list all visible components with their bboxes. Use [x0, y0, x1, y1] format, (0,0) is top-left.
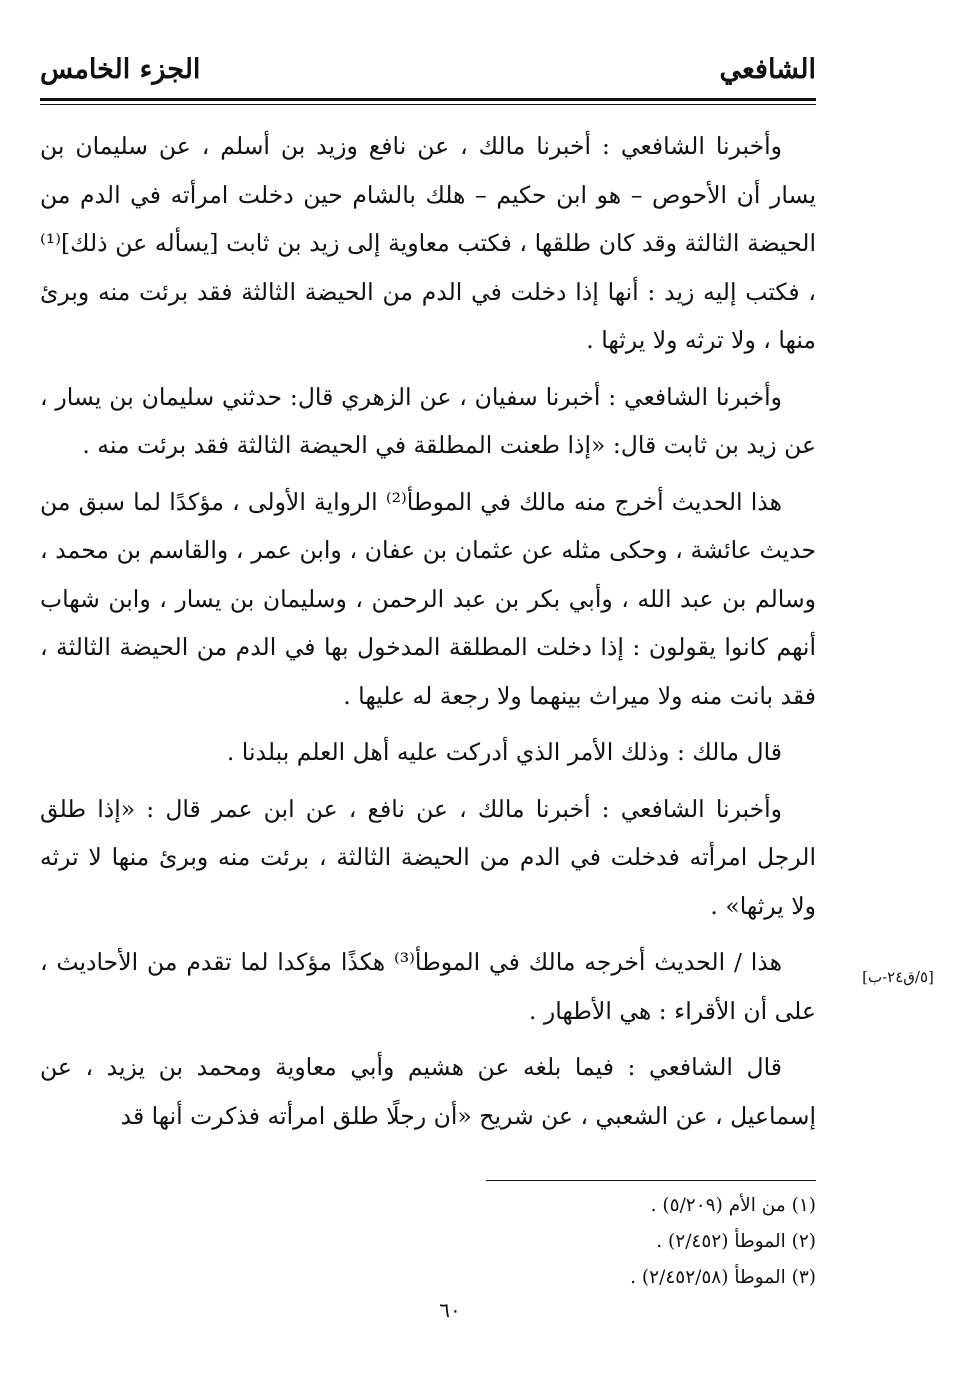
- running-title-book: الشافعي: [719, 54, 816, 85]
- footnote: (١) من الأم (٥/٢٠٩) .: [650, 1195, 816, 1216]
- footnote: (٢) الموطأ (٢/٤٥٢) .: [656, 1231, 816, 1252]
- paragraph: وأخبرنا الشافعي : أخبرنا مالك ، عن نافع وزيد بن أسلم ، عن سليمان بن يسار أن الأحوص – هو ابن حكيم – هلك بالشام حين دخلت امرأته في الدم من الحيضة الثالثة وقد كان طلقها ، فكتب معاوية إلى زيد بن ثابت [يسأله عن ذلك]⁽¹⁾ ، فكتب إليه زيد : أنها إذا دخلت في الدم من الحيضة الثالثة فقد برئت منه وبرئ منها ، ولا ترثه ولا يرثها .: [40, 132, 816, 354]
- paragraph: قال مالك : وذلك الأمر الذي أدركت عليه أهل العلم ببلدنا .: [226, 738, 782, 766]
- paragraph: قال الشافعي : فيما بلغه عن هشيم وأبي معاوية ومحمد بن يزيد ، عن إسماعيل ، عن الشعبي ، عن شريح «أن رجلًا طلق امرأته فذكرت أنها قد: [40, 1053, 816, 1130]
- running-title-volume: الجزء الخامس: [40, 54, 201, 85]
- footnotes: [40, 1188, 816, 1296]
- paragraph: هذا الحديث أخرج منه مالك في الموطأ⁽²⁾ الرواية الأولى ، مؤكدًا لما سبق من حديث عائشة ، وحكى مثله عن عثمان بن عفان ، وابن عمر ، والقاسم بن محمد ، وسالم بن عبد الله ، وأبي بكر بن عبد الرحمن ، وسليمان بن يسار ، وابن شهاب أنهم كانوا يقولون : إذا دخلت المطلقة المدخول بها في الدم من الحيضة الثالثة ، فقد بانت منه ولا ميراث بينهما ولا رجعة له عليها .: [40, 487, 816, 710]
- page-header: [40, 50, 816, 100]
- paragraph: وأخبرنا الشافعي : أخبرنا مالك ، عن نافع ، عن ابن عمر قال : «إذا طلق الرجل امرأته فدخلت في الدم من الحيضة الثالثة ، برئت منه وبرئ منها لا ترثه ولا يرثها» .: [40, 794, 816, 920]
- header-divider: [40, 98, 816, 101]
- page-number: ٦٠: [439, 1298, 461, 1322]
- manuscript-folio-note: [٥/ق٢٤-ب]: [862, 968, 934, 986]
- header-divider-thin: [40, 104, 816, 105]
- paragraph: وأخبرنا الشافعي : أخبرنا سفيان ، عن الزهري قال: حدثني سليمان بن يسار ، عن زيد بن ثابت قال: «إذا طعنت المطلقة في الحيضة الثالثة فقد برئت منه .: [40, 382, 816, 459]
- footnote: (٣) الموطأ (٢/٤٥٢/٥٨) .: [630, 1267, 816, 1288]
- footnote-divider: [486, 1180, 816, 1181]
- paragraph: هذا / الحديث أخرجه مالك في الموطأ⁽³⁾ هكذًا مؤكدا لما تقدم من الأحاديث ، على أن الأقراء : هي الأطهار .: [40, 948, 816, 1025]
- main-text: [40, 122, 816, 1148]
